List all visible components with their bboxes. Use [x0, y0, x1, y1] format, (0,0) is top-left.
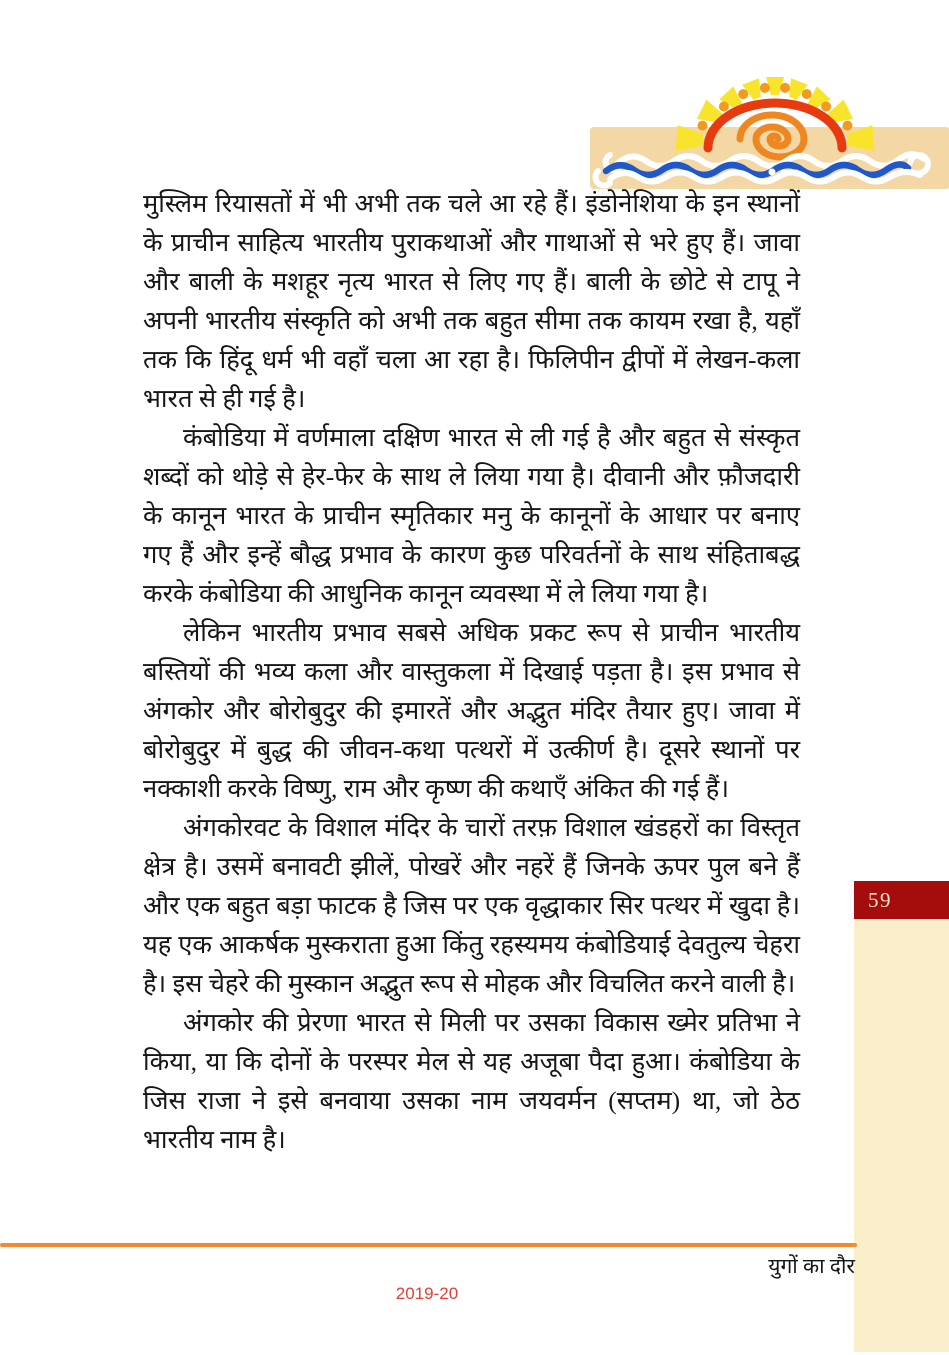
body-paragraph: कंबोडिया में वर्णमाला दक्षिण भारत से ली गई है और बहुत से संस्कृत शब्दों को थोड़े से हेर-फेर के साथ ले लिया गया है। दीवानी और फ़ौजदारी के कानून भारत के प्राचीन स्मृतिकार मनु के कानूनों के आधार पर बनाए गए हैं और इन्हें बौद्ध प्रभाव के कारण कुछ परिवर्तनों के साथ संहिताबद्ध करके कंबोडिया की आधुनिक कानून व्यवस्था में ले लिया गया है।	[143, 423, 800, 608]
side-strip	[854, 881, 949, 1352]
body-paragraph: मुस्लिम रियासतों में भी अभी तक चले आ रहे हैं। इंडोनेशिया के इन स्थानों के प्राचीन साहित्य भारतीय पुराकथाओं और गाथाओं से भरे हुए हैं। जावा और बाली के मशहूर नृत्य भारत से लिए गए हैं। बाली के छोटे से टापू ने अपनी भारतीय संस्कृति को अभी तक बहुत सीमा तक कायम रखा है, यहाँ तक कि हिंदू धर्म भी वहाँ चला आ रहा है। फिलिपीन द्वीपों में लेखन-कला भारत से ही गई है।	[143, 189, 800, 413]
body-paragraph: अंगकोर की प्रेरणा भारत से मिली पर उसका विकास ख्मेर प्रतिभा ने किया, या कि दोनों के परस्पर मेल से यह अजूबा पैदा हुआ। कंबोडिया के जिस राजा ने इसे बनवाया उसका नाम जयवर्मन (सप्तम) था, जो ठेठ भारतीय नाम है।	[143, 1008, 800, 1154]
page-number: 59	[868, 887, 892, 912]
footer-year: 2019-20	[395, 1284, 459, 1303]
sun-horizon-illustration	[590, 75, 949, 195]
body-text	[143, 184, 800, 1159]
footer-chapter-title: युगों का दौर	[768, 1254, 855, 1278]
white-wave-dots-icon	[769, 169, 800, 177]
body-paragraph: लेकिन भारतीय प्रभाव सबसे अधिक प्रकट रूप से प्राचीन भारतीय बस्तियों की भव्य कला और वास्तुकला में दिखाई पड़ता है। इस प्रभाव से अंगकोर और बोरोबुदुर की इमारतें और अद्भुत मंदिर तैयार हुए। जावा में बोरोबुदुर में बुद्ध की जीवन-कथा पत्थरों में उत्कीर्ण है। दूसरे स्थानों पर नक्काशी करके विष्णु, राम और कृष्ण की कथाएँ अंकित की गई हैं।	[143, 618, 800, 803]
body-paragraph: अंगकोरवट के विशाल मंदिर के चारों तरफ़ विशाल खंडहरों का विस्तृत क्षेत्र है। उसमें बनावटी झीलें, पोखरें और नहरें हैं जिनके ऊपर पुल बने हैं और एक बहुत बड़ा फाटक है जिस पर एक वृद्धाकार सिर पत्थर में खुदा है। यह एक आकर्षक मुस्कराता हुआ किंतु रहस्यमय कंबोडियाई देवतुल्य चेहरा है। इस चेहरे की मुस्कान अद्भुत रूप से मोहक और विचलित करने वाली है।	[143, 813, 800, 998]
footer-rule	[0, 1243, 857, 1247]
page-number-badge	[854, 881, 949, 919]
